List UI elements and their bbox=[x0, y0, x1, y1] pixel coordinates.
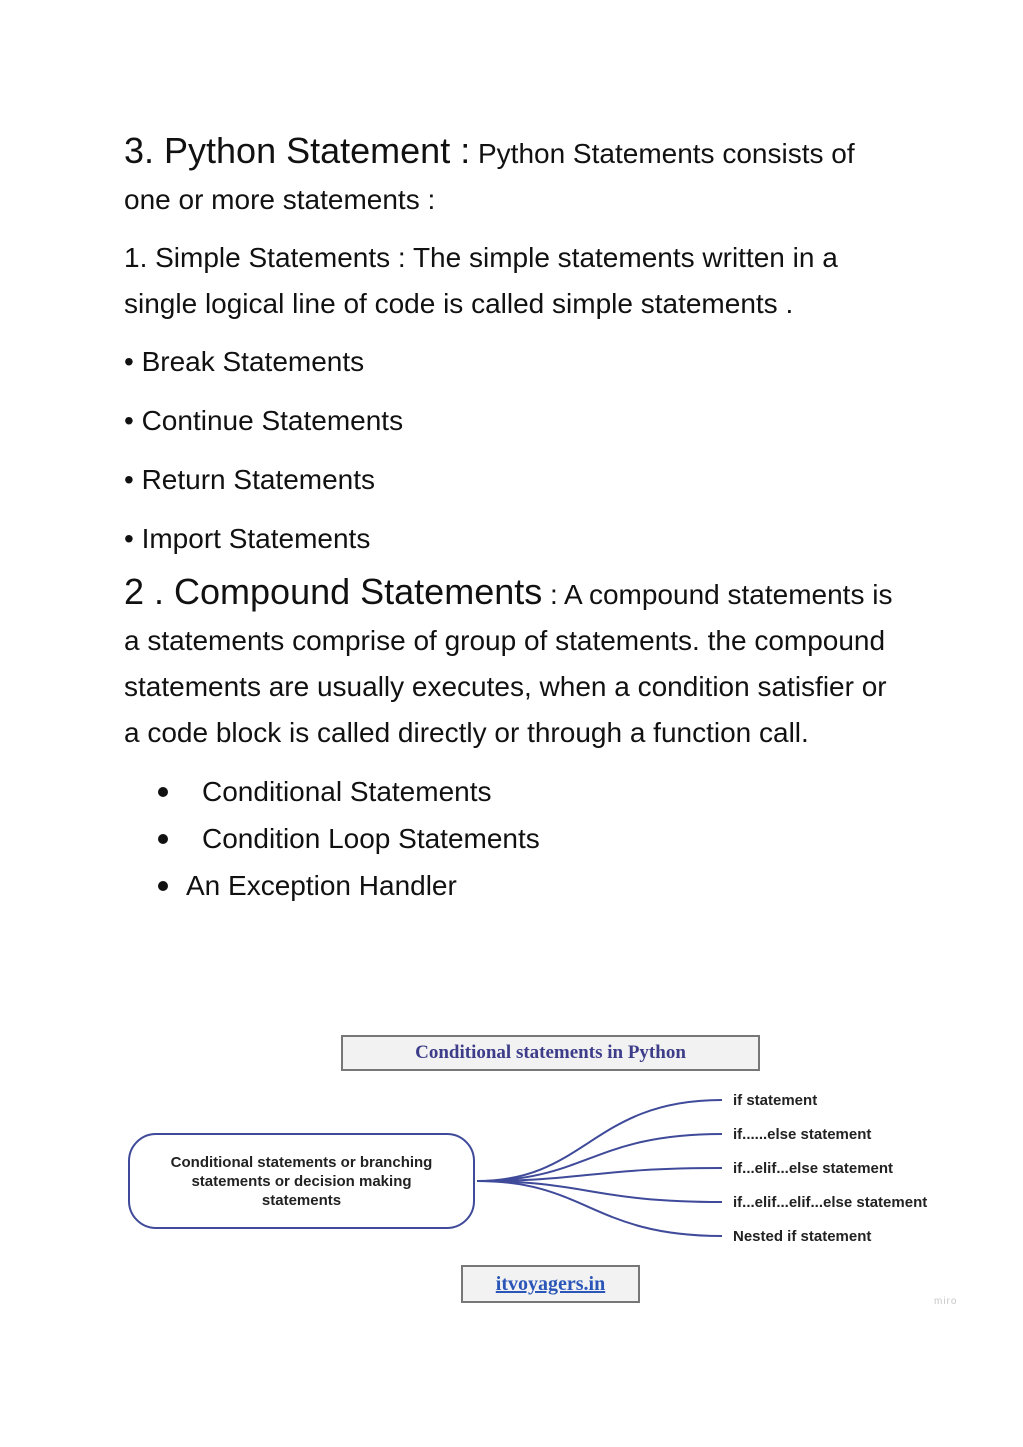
diagram-root-node bbox=[128, 1133, 475, 1229]
branch-label: if...elif...elif...else statement bbox=[733, 1194, 928, 1211]
simple-statements-paragraph: 1. Simple Statements : The simple statements written in a single logical line of code is called simple statements . bbox=[124, 242, 838, 319]
site-link[interactable]: itvoyagers.in bbox=[461, 1265, 640, 1303]
branch-label: if......else statement bbox=[733, 1126, 872, 1143]
branch-label: Nested if statement bbox=[733, 1228, 872, 1245]
diagram-root-label: Conditional statements or branching statements or decision making statements bbox=[170, 1153, 433, 1209]
compound-text: : A compound statements is a statements comprise of group of statements. the compound statements are usually executes, when a condition satisfier or a code block is called directly or through a function call. bbox=[124, 579, 893, 748]
section-3-intro: Python Statements consists of one or more statements : bbox=[124, 138, 855, 215]
simple-bullet: • Continue Statements bbox=[124, 405, 404, 436]
diagram-title: Conditional statements in Python bbox=[341, 1035, 760, 1071]
branch-label: if statement bbox=[733, 1092, 818, 1109]
simple-bullet: • Break Statements bbox=[124, 346, 365, 377]
list-item-label: An Exception Handler bbox=[186, 870, 457, 901]
list-item-label: Conditional Statements bbox=[202, 776, 492, 807]
branch-lines bbox=[477, 1100, 722, 1236]
section-3-heading: 3. Python Statement : bbox=[124, 130, 471, 171]
branch-connector bbox=[477, 1181, 722, 1236]
simple-bullet: • Import Statements bbox=[124, 523, 371, 554]
compound-heading: 2 . Compound Statements bbox=[124, 571, 543, 612]
simple-bullet: • Return Statements bbox=[124, 464, 376, 495]
miro-watermark: miro bbox=[934, 1296, 958, 1307]
list-item-label: Condition Loop Statements bbox=[202, 823, 540, 854]
branch-label: if...elif...else statement bbox=[733, 1160, 894, 1177]
